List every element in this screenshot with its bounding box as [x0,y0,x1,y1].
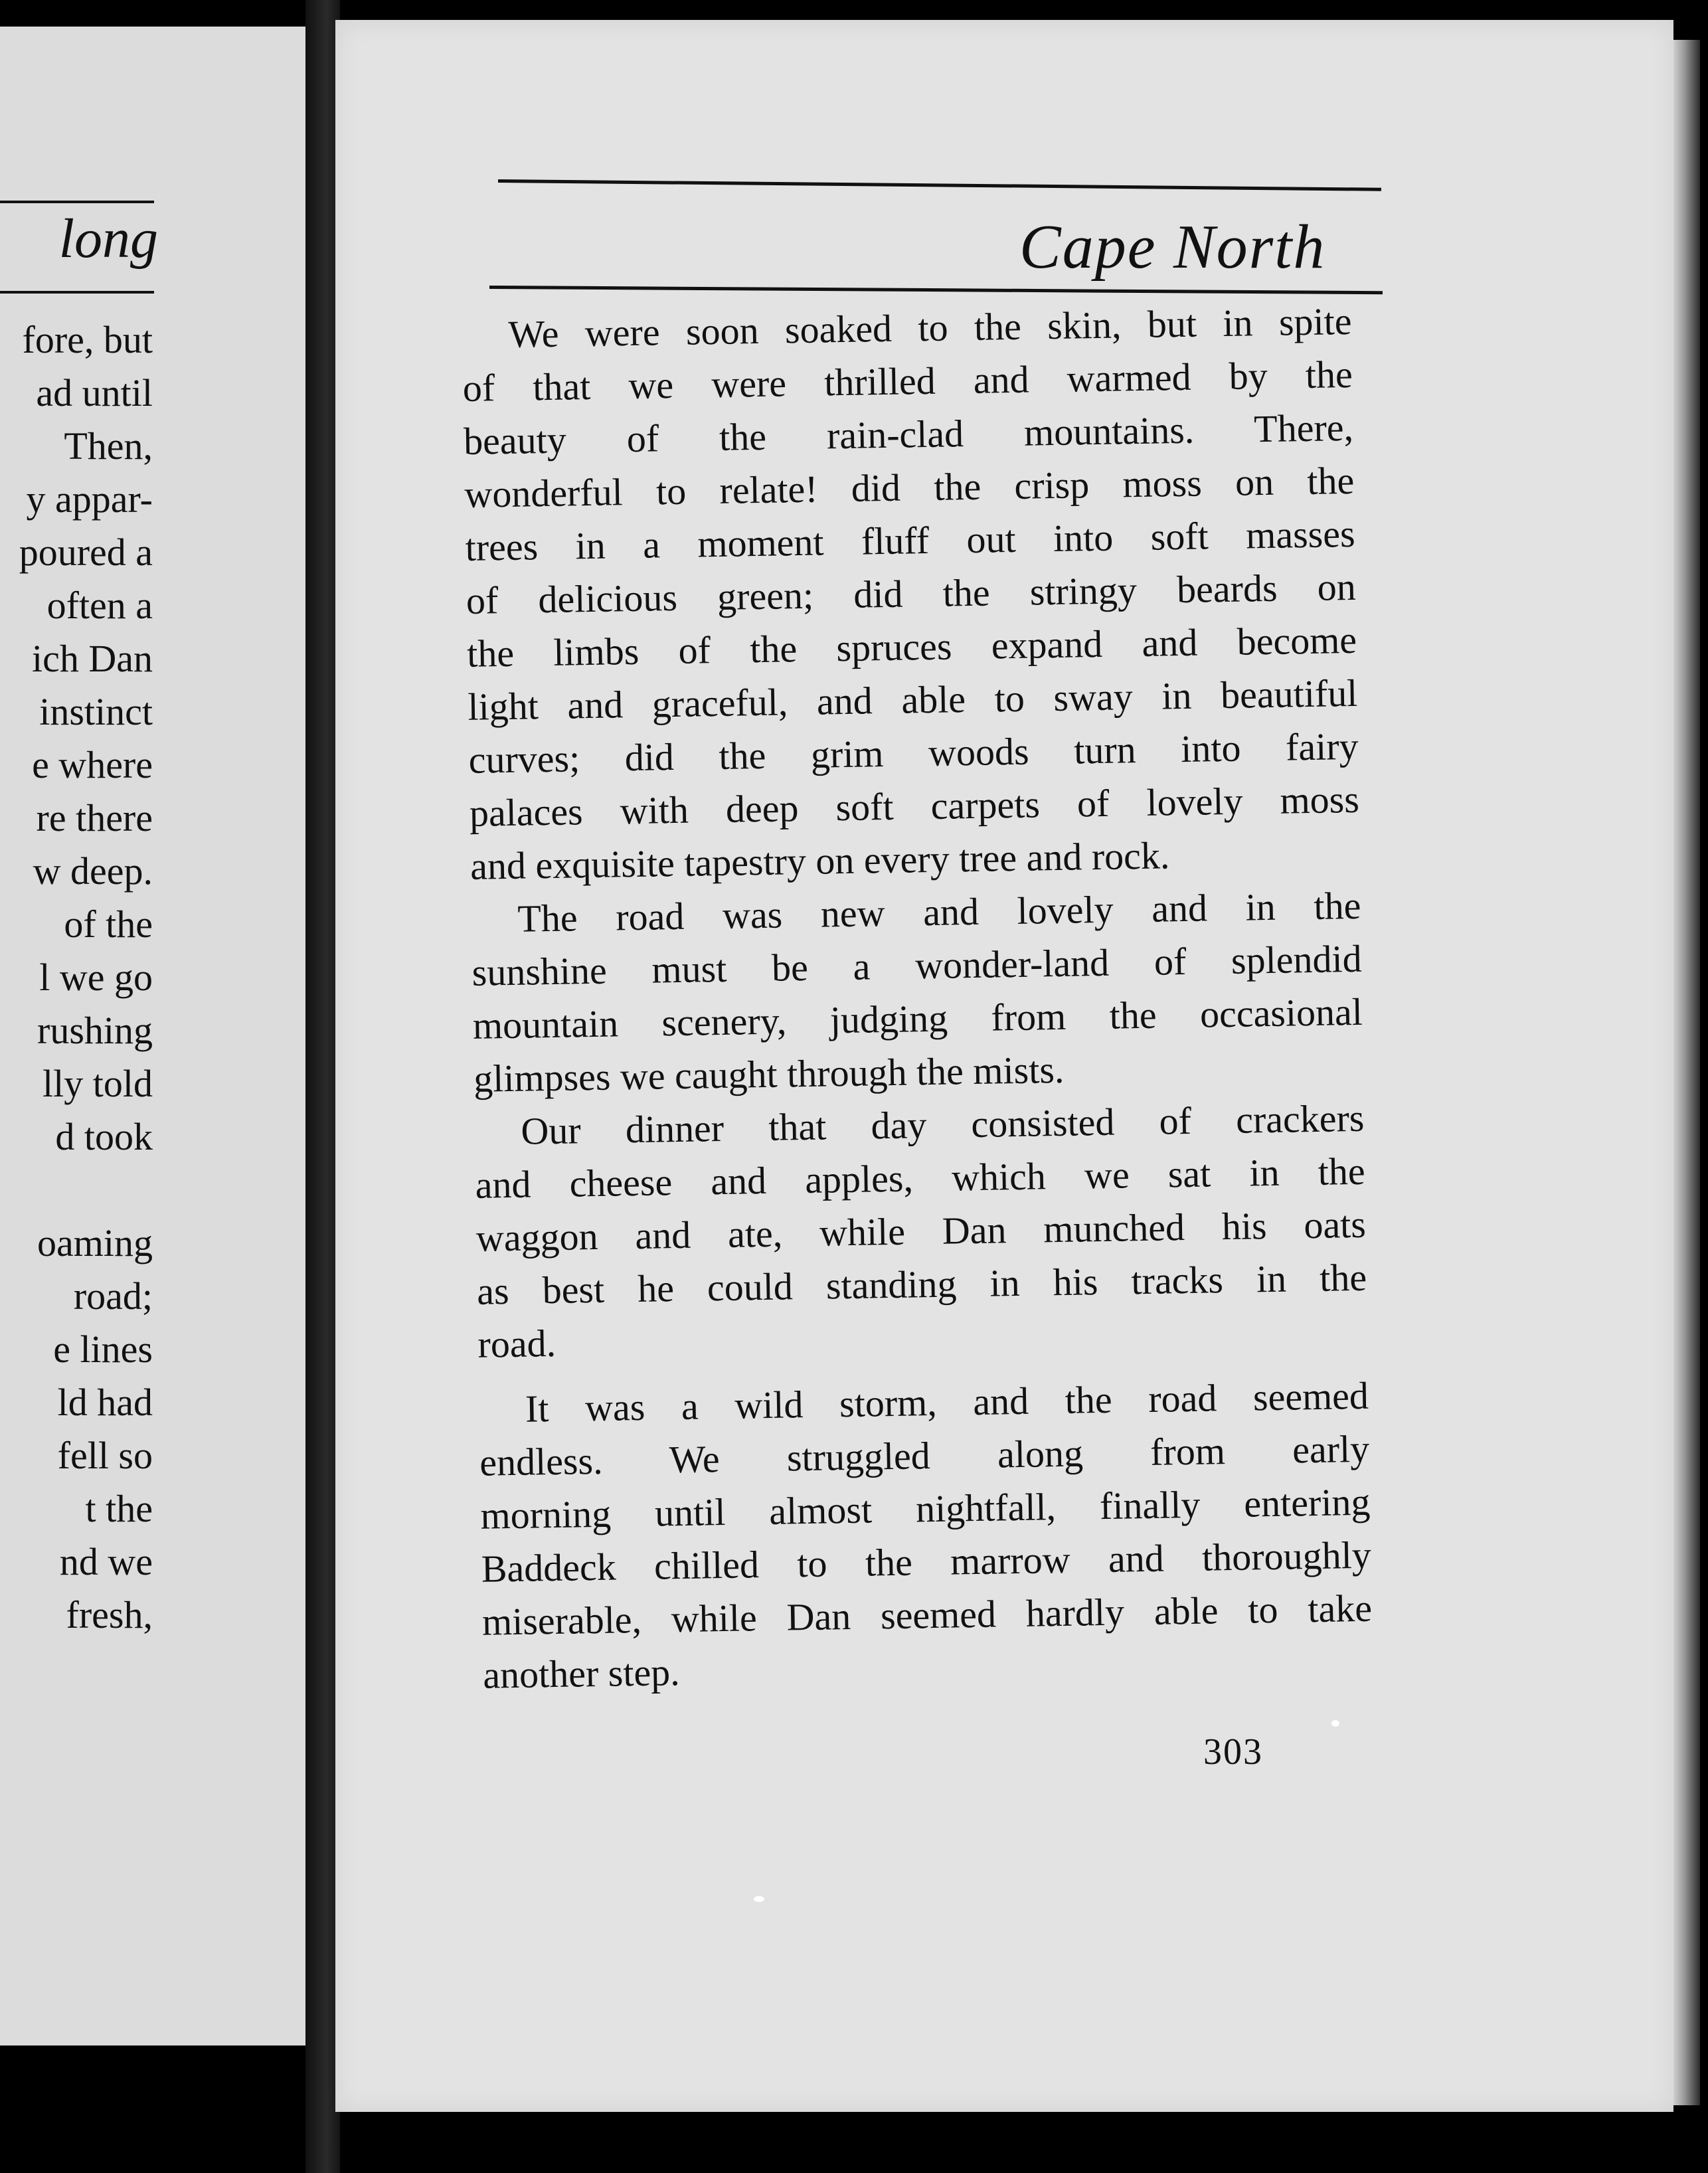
left-running-head: long [58,208,158,270]
left-page-line: of the [64,903,153,946]
text-line: another step. [482,1650,681,1697]
text-line: wonderful to relate! did the crisp moss on the [464,458,1355,516]
text-line: mountain scenery, judging from the occasional [472,990,1363,1047]
running-head: Cape North [1019,213,1326,282]
left-page-line: Then, [64,424,153,468]
text-line: light and graceful, and able to sway in beautiful [467,671,1358,729]
left-page-line: y appar- [26,478,153,521]
text-line: palaces with deep soft carpets of lovely moss [469,777,1360,835]
page-number: 303 [1203,1731,1263,1773]
left-page [0,27,309,2045]
text-line: It was a wild storm, and the road seemed [525,1373,1369,1431]
left-page-line: w deep. [33,849,153,893]
left-page-line: instinct [39,690,153,733]
paragraph [474,1092,1368,1371]
text-line: Baddeck chilled to the marrow and thoroughly [481,1533,1372,1591]
left-page-line: re there [36,796,153,839]
text-line: road. [477,1321,556,1366]
book-page [335,20,1673,2112]
text-line: miserable, while Dan seemed hardly able to take [481,1586,1373,1644]
text-line: The road was new and lovely and in the [517,883,1361,940]
left-page-line: t the [85,1487,153,1530]
text-line: of delicious green; did the stringy beards on [466,565,1357,622]
left-page-line: rushing [37,1009,153,1052]
left-top-rule [0,201,154,203]
left-page-line: ich Dan [32,637,153,680]
text-line: morning until almost nightfall, finally entering [480,1480,1371,1537]
header-bottom-rule [489,286,1383,294]
left-page-line: poured a [19,531,153,574]
left-page-line: oaming [37,1221,153,1264]
left-page-line: road; [73,1274,153,1318]
left-page-line: e where [32,743,153,786]
paragraph [471,879,1364,1106]
paragraph [478,1369,1373,1702]
left-page-line: d took [55,1115,153,1158]
text-line: as best he could standing in his tracks in the [476,1255,1367,1313]
text-line: of that we were thrilled and warmed by the [462,352,1353,410]
text-line: glimpses we caught through the mists. [473,1047,1065,1100]
left-page-text [19,313,153,1642]
text-line: beauty of the rain-clad mountains. There, [463,405,1354,463]
text-line: waggon and ate, while Dan munched his oats [475,1202,1367,1260]
text-line: trees in a moment fluff out into soft masses [465,511,1355,569]
text-line: We were soon soaked to the skin, but in spite [508,299,1352,356]
text-line: the limbs of the spruces expand and become [466,618,1357,675]
paper-speck [1331,1720,1339,1727]
left-page-line: ad until [36,371,153,414]
left-page-line: e lines [53,1328,153,1371]
left-page-line: fresh, [66,1593,153,1636]
header-top-rule [498,179,1381,191]
paper-speck [754,1896,764,1902]
left-bottom-rule [0,291,154,294]
left-page-line: ld had [57,1381,153,1424]
text-line: and cheese and apples, which we sat in the [475,1149,1366,1207]
left-page-line: lly told [43,1062,153,1105]
text-line: curves; did the grim woods turn into fairy [468,724,1359,782]
left-page-line: fell so [57,1434,153,1477]
text-line: sunshine must be a wonder-land of splendid [471,936,1363,994]
text-line: Our dinner that day consisted of crackers [520,1096,1365,1153]
left-page-line: l we go [39,956,153,999]
body-text [462,295,1373,1702]
paragraph [462,295,1361,893]
left-page-line [19,1164,153,1217]
text-line: endless. We struggled along from early [479,1427,1370,1484]
page-edge [1673,40,1700,2105]
left-page-line: nd we [59,1540,153,1583]
left-page-line: fore, but [22,318,153,361]
left-page-line: often a [46,584,153,627]
text-line: and exquisite tapestry on every tree and rock. [470,833,1170,888]
